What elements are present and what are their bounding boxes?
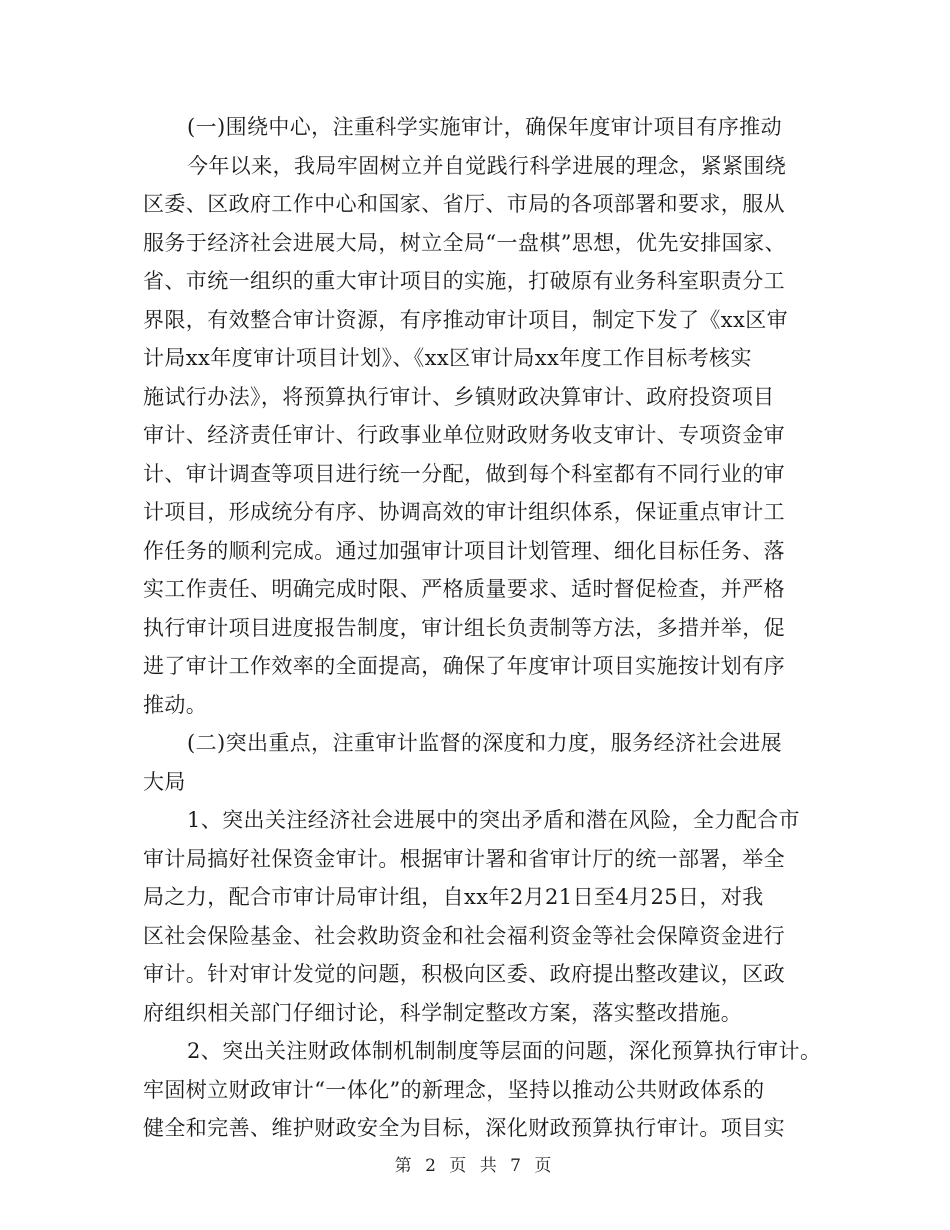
paragraph-line: 审计。针对审计发觉的问题，积极向区委、政府提出整改建议，区政 [143, 962, 785, 986]
paragraph-line: 作任务的顺利完成。通过加强审计项目计划管理、细化目标任务、落 [143, 538, 785, 563]
paragraph-line: 计、审计调查等项目进行统一分配，做到每个科室都有不同行业的审 [143, 461, 785, 486]
paragraph-line: 审计、经济责任审计、行政事业单位财政财务收支审计、专项资金审 [143, 423, 785, 447]
paragraph-line: 执行审计项目进度报告制度，审计组长负责制等方法，多措并举，促 [143, 615, 785, 640]
paragraph-line: 施试行办法》，将预算执行审计、乡镇财政决算审计、政府投资项目 [143, 384, 775, 409]
paragraph-line: 推动。 [143, 692, 208, 717]
paragraph-line: 今年以来，我局牢固树立并自觉践行科学进展的理念，紧紧围绕 [187, 153, 787, 178]
paragraph-line: 区社会保险基金、社会救助资金和社会福利资金等社会保障资金进行 [143, 923, 785, 948]
paragraph-line: 区委、区政府工作中心和国家、省厅、市局的各项部署和要求，服从 [143, 192, 785, 216]
section-heading-2-cont: 大局 [143, 769, 186, 794]
paragraph-line: 牢固树立财政审计“一体化”的新理念，坚持以推动公共财政体系的 [143, 1077, 765, 1102]
paragraph-line: 界限，有效整合审计资源，有序推动审计项目，制定下发了《xx区审 [143, 307, 789, 332]
document-body [143, 108, 823, 1148]
paragraph-line: 府组织相关部门仔细讨论，科学制定整改方案，落实整改措施。 [143, 1000, 743, 1025]
paragraph-line: 1、突出关注经济社会进展中的突出矛盾和潜在风险，全力配合市 [187, 808, 800, 832]
paragraph-line: 健全和完善、维护财政安全为目标，深化财政预算执行审计。项目实 [143, 1116, 785, 1140]
section-heading-2: (二)突出重点，注重审计监督的深度和力度，服务经济社会进展 [187, 731, 782, 755]
paragraph-line: 计局xx年度审计项目计划》、《xx区审计局xx年度工作目标考核实 [143, 346, 752, 370]
paragraph-line: 计项目，形成统分有序、协调高效的审计组织体系，保证重点审计工 [143, 500, 785, 524]
paragraph-line: 局之力，配合市审计局审计组，自xx年2月21日至4月25日，对我 [143, 885, 764, 909]
section-heading-1: (一)围绕中心，注重科学实施审计，确保年度审计项目有序推动 [187, 115, 782, 139]
paragraph-line: 2、突出关注财政体制机制制度等层面的问题，深化预算执行审计。 [187, 1039, 822, 1063]
paragraph-line: 服务于经济社会进展大局，树立全局“一盘棋”思想，优先安排国家、 [143, 230, 786, 255]
paragraph-line: 审计局搞好社保资金审计。根据审计署和省审计厅的统一部署，举全 [143, 846, 785, 871]
page-number: 第 2 页 共 7 页 [394, 1156, 556, 1176]
paragraph-line: 进了审计工作效率的全面提高，确保了年度审计项目实施按计划有序 [143, 654, 785, 678]
paragraph-line: 省、市统一组织的重大审计项目的实施，打破原有业务科室职责分工 [143, 269, 785, 293]
paragraph-line: 实工作责任、明确完成时限、严格质量要求、适时督促检查，并严格 [143, 577, 785, 601]
